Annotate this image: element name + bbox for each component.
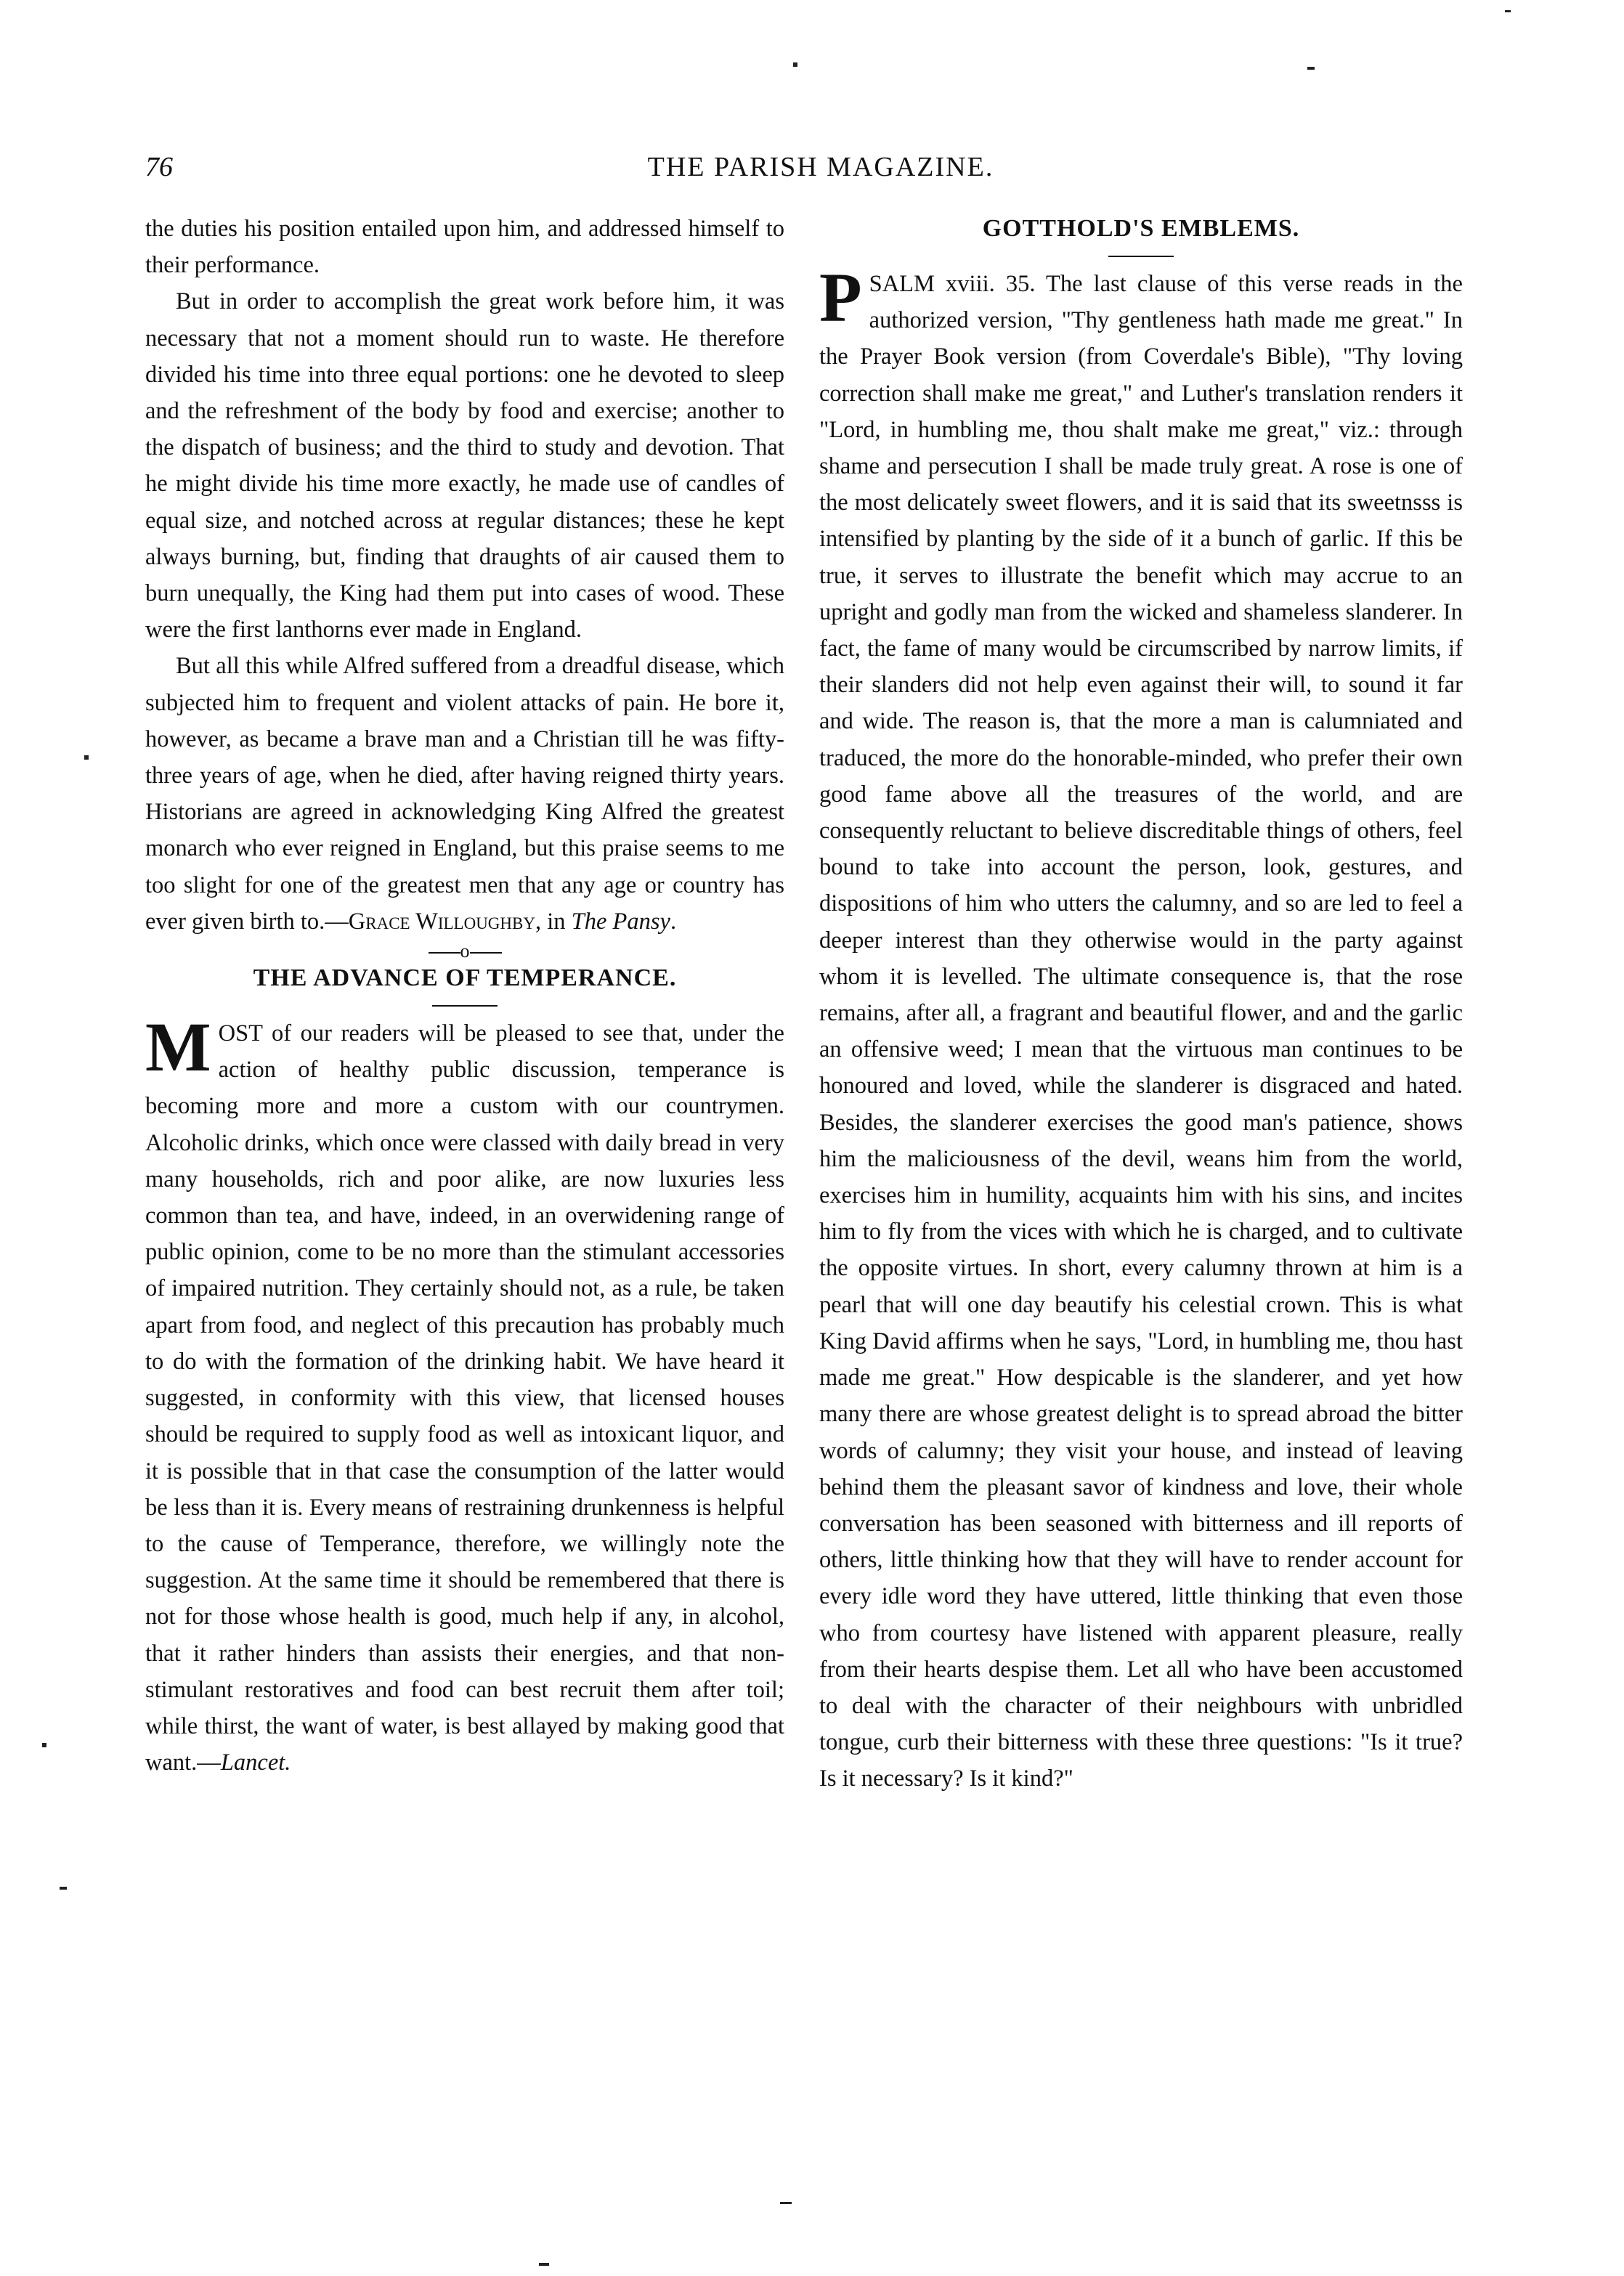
- scan-speck: [60, 1887, 67, 1890]
- divider-line-left: [429, 952, 460, 954]
- page-number: 76: [145, 152, 173, 182]
- heading-rule: [1108, 256, 1174, 257]
- alfred-paragraph-3-text: But all this while Alfred suffered from a dreadful disease, which subjected him to frequent and violent attacks of pain. He bore it, however, as became a brave man and a Christian till he was fifty-three years of age, when he died, after having reigned thirty years. Historians are agreed in acknowledging King Alfred the greatest monarch who ever reigned in England, but this praise seems to me too slight for one of the greatest men that any age or country has ever given birth to.—: [145, 653, 784, 935]
- running-title: THE PARISH MAGAZINE.: [647, 152, 994, 182]
- scan-speck: [539, 2263, 549, 2266]
- alfred-paragraph-2: But in order to accomplish the great work before him, it was necessary that not a moment should run to waste. He therefore divided his time into three equal portions: one he devoted to sleep and the refreshment of the body by food and exercise; another to the dispatch of business; and the third to study and devotion. That he might divide his time more exactly, he made use of candles of equal size, and notched across at regular distances; these he kept always burning, but, finding that draughts of air caused them to burn unequally, the King had them put into cases of wood. These were the first lanthorns ever made in England.: [145, 288, 784, 643]
- scan-speck: [793, 62, 797, 67]
- page-header: [145, 151, 1496, 192]
- emblems-paragraph: [819, 259, 1463, 1797]
- alfred-author: Grace Willoughby: [348, 908, 535, 935]
- emblems-lead: SALM: [869, 271, 935, 297]
- right-column: [819, 211, 1463, 1797]
- emblems-body: xviii. 35. The last clause of this verse reads in the authorized version, "Thy gentleness hath made me great." In the Prayer Book version (from Coverdale's Bible), "Thy loving correction shall make me great," and Luther's translation renders it "Lord, in humbling me, thou shalt make me great," viz.: through shame and persecution I shall be made truly great. A rose is one of the most delicately sweet flowers, and it is said that its sweetnsss is intensified by planting by the side of it a bunch of garlic. If this be true, it serves to illustrate the benefit which may accrue to an upright and godly man from the wicked and shameless slanderer. In fact, the fame of many would be circumscribed by narrow limits, if their slanders did not help even against their will, to sound it far and wide. The reason is, that the more a man is calumniated and traduced, the more do the honorable-minded, who prefer their own good fame above all the treasures of the world, and are consequently reluctant to believe discreditable things of others, feel bound to take into account the person, look, gestures, and dispositions of him who utters the calumny, and so are led to feel a deeper interest than they otherwise would in the party against whom it is levelled. The ultimate consequence is, that the rose remains, after all, a fragrant and beautiful flower, and and the garlic an offensive weed; I mean that the virtuous man continues to be honoured and loved, while the slanderer is disgraced and hated. Besides, the slanderer exercises the good man's patience, shows him the maliciousness of the devil, weans him from the world, exercises him in humility, acquaints him with his sins, and incites him to fly from the vices with which he is charged, and to cultivate the opposite virtues. In short, every calumny thrown at him is a pearl that will one day beautify his celestial crown. This is what King David affirms when he says, "Lord, in humbling me, thou hast made me great." How despicable is the slanderer, and yet how many there are whose greatest delight is to spread abroad the bitter words of calumny; they visit your house, and instead of leaving behind them the pleasant savor of kindness and love, their whole conversation has been seasoned with bitterness and ill reports of others, little thinking how that they will have to render account for every idle word they have uttered, little thinking that even those who from courtesy have listened with apparent pleasure, really from their hearts despise them. Let all who have been accustomed to deal with the character of their neighbours with unbridled tongue, curb their bitterness with these three questions: "Is it true? Is it necessary? Is it kind?": [819, 271, 1463, 1792]
- alfred-source-prefix: , in: [535, 908, 572, 935]
- alfred-source-end: .: [670, 908, 677, 935]
- emblems-dropcap: P: [819, 259, 862, 336]
- divider-mark: o: [460, 940, 470, 962]
- temperance-heading: THE ADVANCE OF TEMPERANCE.: [253, 964, 677, 992]
- scan-speck: [1307, 67, 1315, 70]
- left-column: [145, 211, 784, 1781]
- alfred-paragraph-1: the duties his position entailed upon him, and addressed himself to their performance.: [145, 216, 784, 279]
- scan-speck: [42, 1743, 46, 1747]
- temperance-paragraph: [145, 1008, 784, 1781]
- scan-speck: [1505, 10, 1511, 12]
- temperance-source: Lancet.: [220, 1749, 291, 1776]
- temperance-body: OST of our readers will be pleased to see that, under the action of healthy public discussion, temperance is becoming more and more a custom with our countrymen. Alcoholic drinks, which once were classed with daily bread in very many households, rich and poor alike, are now luxuries less common than tea, and have, indeed, in an overwidening range of public opinion, come to be no more than the stimulant accessories of impaired nutrition. They certainly should not, as a rule, be taken apart from food, and neglect of this precaution has probably much to do with the formation of the drinking habit. We have heard it suggested, in conformity with this view, that licensed houses should be required to supply food as well as intoxicant liquor, and it is possible that in that case the consumption of the latter would be less than it is. Every means of restraining drunkenness is helpful to the cause of Temperance, therefore, we willingly note the suggestion. At the same time it should be remembered that there is not for those whose health is good, much help if any, in alcohol, that it rather hinders than assists their energies, and that non-stimulant restoratives and food can best recruit them after toil; while thirst, the want of water, is best allayed by making good that want.—: [145, 1020, 784, 1776]
- divider-line-right: [470, 952, 502, 954]
- scan-speck: [780, 2202, 792, 2204]
- alfred-source: The Pansy: [571, 908, 670, 935]
- scan-speck: [84, 755, 89, 760]
- temperance-dropcap: M: [145, 1008, 211, 1086]
- alfred-paragraph-3: [145, 648, 784, 940]
- heading-rule: [432, 1005, 498, 1007]
- emblems-heading: GOTTHOLD'S EMBLEMS.: [982, 215, 1300, 242]
- section-divider: [145, 940, 784, 962]
